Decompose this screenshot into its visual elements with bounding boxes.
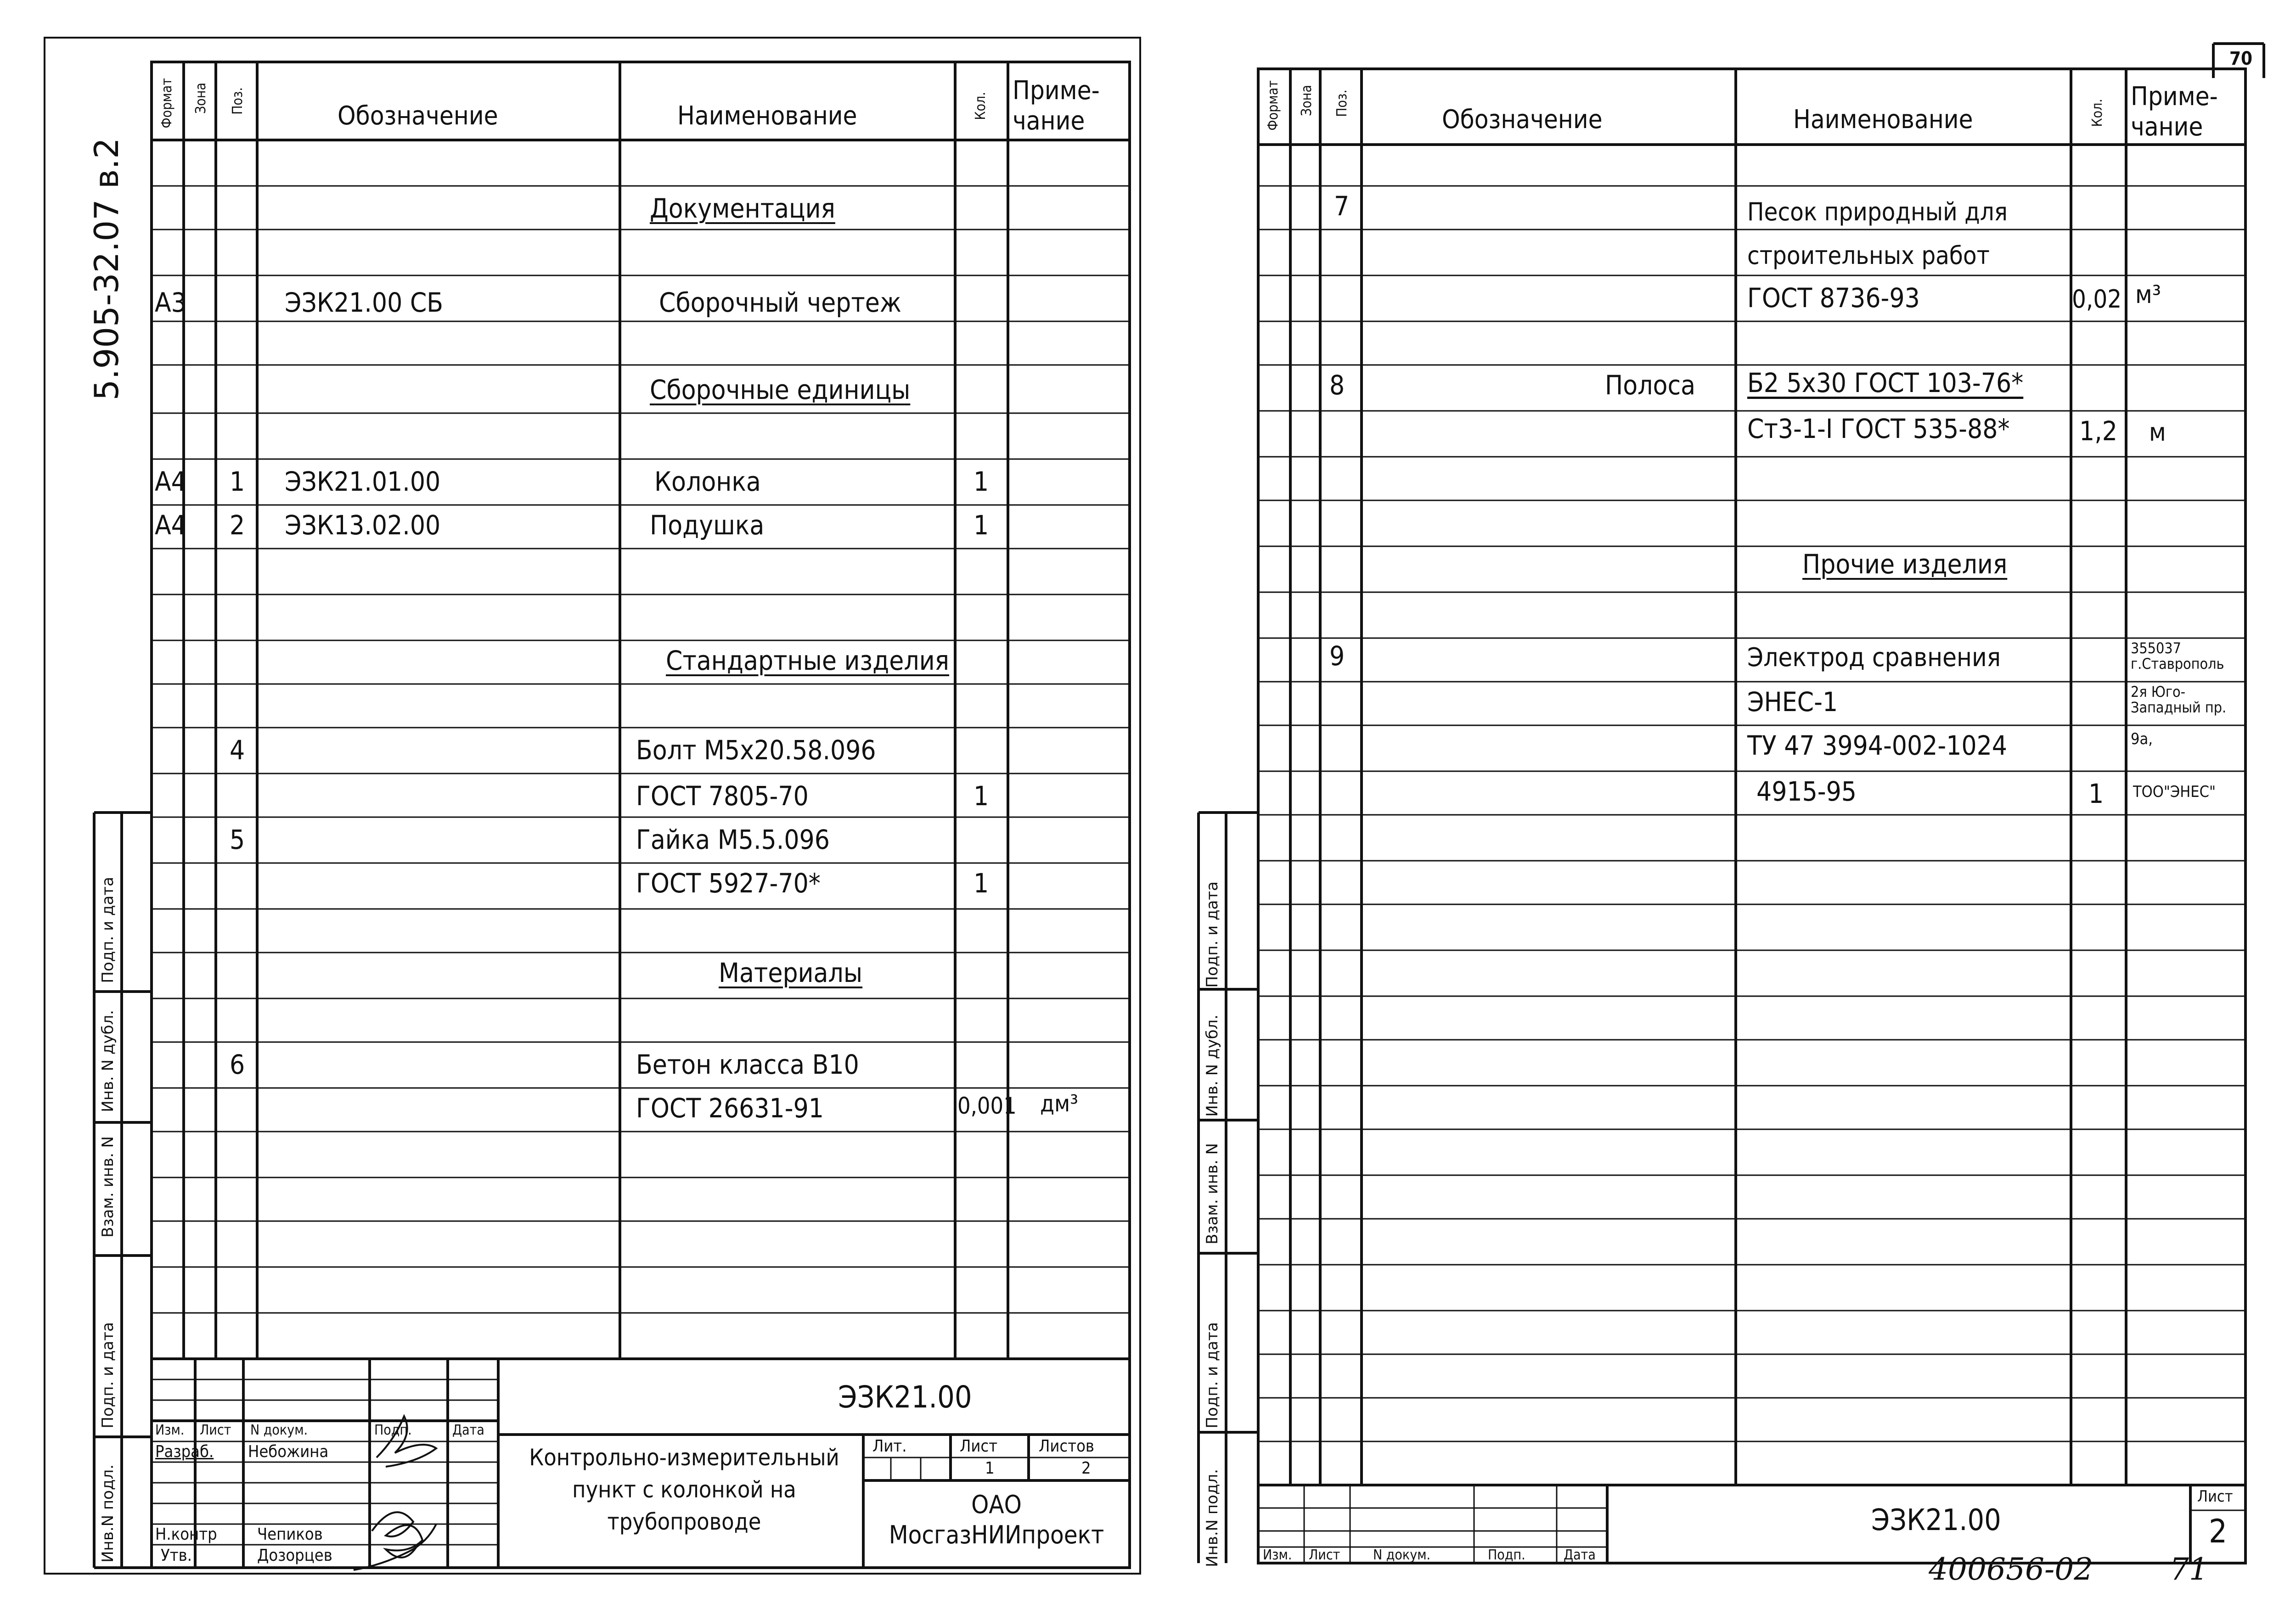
header-format: Формат	[1265, 80, 1281, 131]
row-name: ЭНЕС-1	[1747, 686, 1838, 718]
header-name: Наименование	[1793, 105, 1973, 135]
header-qty: Кол.	[973, 92, 989, 120]
row-name: Сборочный чертеж	[659, 287, 901, 318]
tb-col-docnum: N докум.	[1373, 1547, 1431, 1563]
tb-col-sheet: Лист	[200, 1422, 231, 1438]
row-note: дм³	[1040, 1090, 1079, 1117]
header-pos: Поз.	[230, 87, 246, 115]
tb-organization: ОАО МосгазНИИпроект	[889, 1490, 1104, 1549]
tb-col-change: Изм.	[155, 1422, 185, 1438]
row-name: ГОСТ 5927-70*	[636, 868, 821, 899]
row-format: А3	[155, 287, 186, 318]
header-note: Приме- чание	[2131, 82, 2218, 142]
tb-col-sign: Подп.	[374, 1422, 412, 1438]
tb-lit-label: Лит.	[872, 1437, 907, 1456]
section-documentation: Документация	[650, 193, 835, 224]
row-name: Электрод сравнения	[1747, 643, 2001, 673]
document-code-vertical: 5.905-32.07 в.2	[87, 138, 126, 401]
tb-col-sheet: Лист	[1309, 1547, 1340, 1563]
tb-col-date: Дата	[1564, 1547, 1596, 1563]
side-label-sign-date: Подп. и дата	[1203, 1322, 1221, 1429]
section-other-items: Прочие изделия	[1802, 549, 2008, 580]
side-label-sign-date: Подп. и дата	[1203, 881, 1221, 988]
tb-name-developer: Небожина	[248, 1442, 329, 1461]
row-name: ГОСТ 8736-93	[1747, 282, 1920, 314]
row-qty: 1,2	[2079, 415, 2117, 447]
tb-sheets-label: Листов	[1039, 1437, 1094, 1456]
tb-document-title: Контрольно-измерительный пункт с колонкой на трубопроводе	[529, 1444, 839, 1535]
row-qty: 1	[974, 466, 989, 497]
title-block-code: ЭЗК21.00	[1871, 1503, 2001, 1537]
row-name: ГОСТ 7805-70	[636, 780, 809, 812]
row-format: А4	[155, 466, 186, 497]
tb-sheet-label: Лист	[2197, 1487, 2233, 1506]
row-qty: 1	[974, 510, 989, 541]
handwritten-archive-number: 400656-02	[1929, 1552, 2093, 1587]
tb-name-approved: Дозорцев	[257, 1546, 332, 1565]
section-standard-items: Стандартные изделия	[666, 645, 950, 676]
row-designation: ЭЗК13.02.00	[285, 510, 441, 541]
row-designation: Полоса	[1605, 370, 1696, 401]
row-name: Колонка	[654, 466, 761, 497]
row-name: ТУ 47 3994-002-1024	[1747, 730, 2007, 761]
row-pos: 2	[230, 510, 245, 541]
row-pos: 4	[230, 734, 245, 766]
side-label-dup-inv: Инв. N дубл.	[1203, 1015, 1221, 1117]
handwritten-page-number: 71	[2170, 1552, 2208, 1587]
header-pos: Поз.	[1334, 90, 1350, 117]
row-note: 355037 г.Ставрополь	[2131, 639, 2224, 673]
row-format: А4	[155, 510, 186, 541]
row-name: Бетон класса В10	[636, 1049, 859, 1080]
tb-sheet-label: Лист	[960, 1437, 998, 1456]
header-zone: Зона	[193, 83, 209, 114]
tb-sheet-number: 1	[985, 1459, 995, 1478]
row-note: м	[2149, 418, 2166, 447]
side-label-sign-date: Подп. и дата	[99, 1322, 117, 1429]
side-label-replace-inv: Взам. инв. N	[99, 1136, 117, 1238]
row-name: 4915-95	[1756, 776, 1857, 807]
row-name: Песок природный для	[1747, 197, 2008, 226]
row-note: 9а,	[2131, 730, 2153, 748]
row-name: Б2 5х30 ГОСТ 103-76*	[1747, 367, 2024, 398]
section-materials: Материалы	[719, 957, 863, 988]
tb-sheets-total: 2	[1081, 1459, 1091, 1478]
row-qty: 0,001	[957, 1093, 1017, 1119]
side-label-orig-inv: Инв.N подл.	[1203, 1469, 1221, 1567]
row-name: Гайка М5.5.096	[636, 824, 830, 855]
row-qty: 0,02	[2072, 285, 2122, 314]
row-designation: ЭЗК21.01.00	[285, 466, 441, 497]
row-name: Подушка	[650, 510, 765, 541]
header-qty: Кол.	[2089, 99, 2105, 127]
tb-sheet-number: 2	[2209, 1513, 2228, 1550]
signature-scribbles	[354, 1416, 436, 1570]
row-name: ГОСТ 26631-91	[636, 1093, 824, 1124]
row-note: ТОО"ЭНЕС"	[2133, 783, 2216, 801]
tb-col-change: Изм.	[1263, 1547, 1292, 1563]
section-assembly-units: Сборочные единицы	[650, 374, 911, 405]
header-designation: Обозначение	[1442, 105, 1603, 135]
row-note: 2я Юго- Западный пр.	[2131, 683, 2227, 716]
tb-name-normcontrol: Чепиков	[257, 1525, 323, 1544]
side-label-replace-inv: Взам. инв. N	[1203, 1143, 1221, 1245]
page-number-box: 70	[2229, 48, 2253, 69]
title-block-code: ЭЗК21.00	[838, 1379, 972, 1415]
tb-role-approved: Утв.	[161, 1546, 192, 1565]
row-qty: 1	[2088, 778, 2104, 809]
row-pos: 8	[1329, 370, 1345, 401]
header-format: Формат	[159, 78, 175, 129]
row-qty: 1	[974, 780, 989, 812]
side-label-sign-date: Подп. и дата	[99, 877, 117, 983]
header-designation: Обозначение	[338, 101, 498, 131]
side-label-dup-inv: Инв. N дубл.	[99, 1010, 117, 1112]
row-qty: 1	[974, 868, 989, 899]
tb-col-date: Дата	[452, 1422, 484, 1438]
row-pos: 7	[1334, 191, 1350, 222]
tb-col-docnum: N докум.	[250, 1422, 308, 1438]
row-designation: ЭЗК21.00 СБ	[285, 287, 444, 318]
tb-col-sign: Подп.	[1488, 1547, 1525, 1563]
tb-role-normcontrol: Н.контр	[155, 1525, 217, 1544]
side-label-orig-inv: Инв.N подл.	[99, 1464, 117, 1563]
row-pos: 5	[230, 824, 245, 855]
tb-role-developer: Разраб.	[155, 1442, 214, 1461]
row-name: Болт М5х20.58.096	[636, 734, 876, 766]
header-name: Наименование	[677, 101, 857, 131]
row-pos: 6	[230, 1049, 245, 1080]
header-note: Приме- чание	[1013, 76, 1100, 136]
row-note: м³	[2135, 280, 2161, 309]
row-name: Ст3-1-I ГОСТ 535-88*	[1747, 413, 2010, 444]
row-pos: 1	[230, 466, 245, 497]
row-pos: 9	[1329, 640, 1345, 672]
row-name: строительных работ	[1747, 241, 1990, 270]
header-zone: Зона	[1299, 85, 1315, 116]
